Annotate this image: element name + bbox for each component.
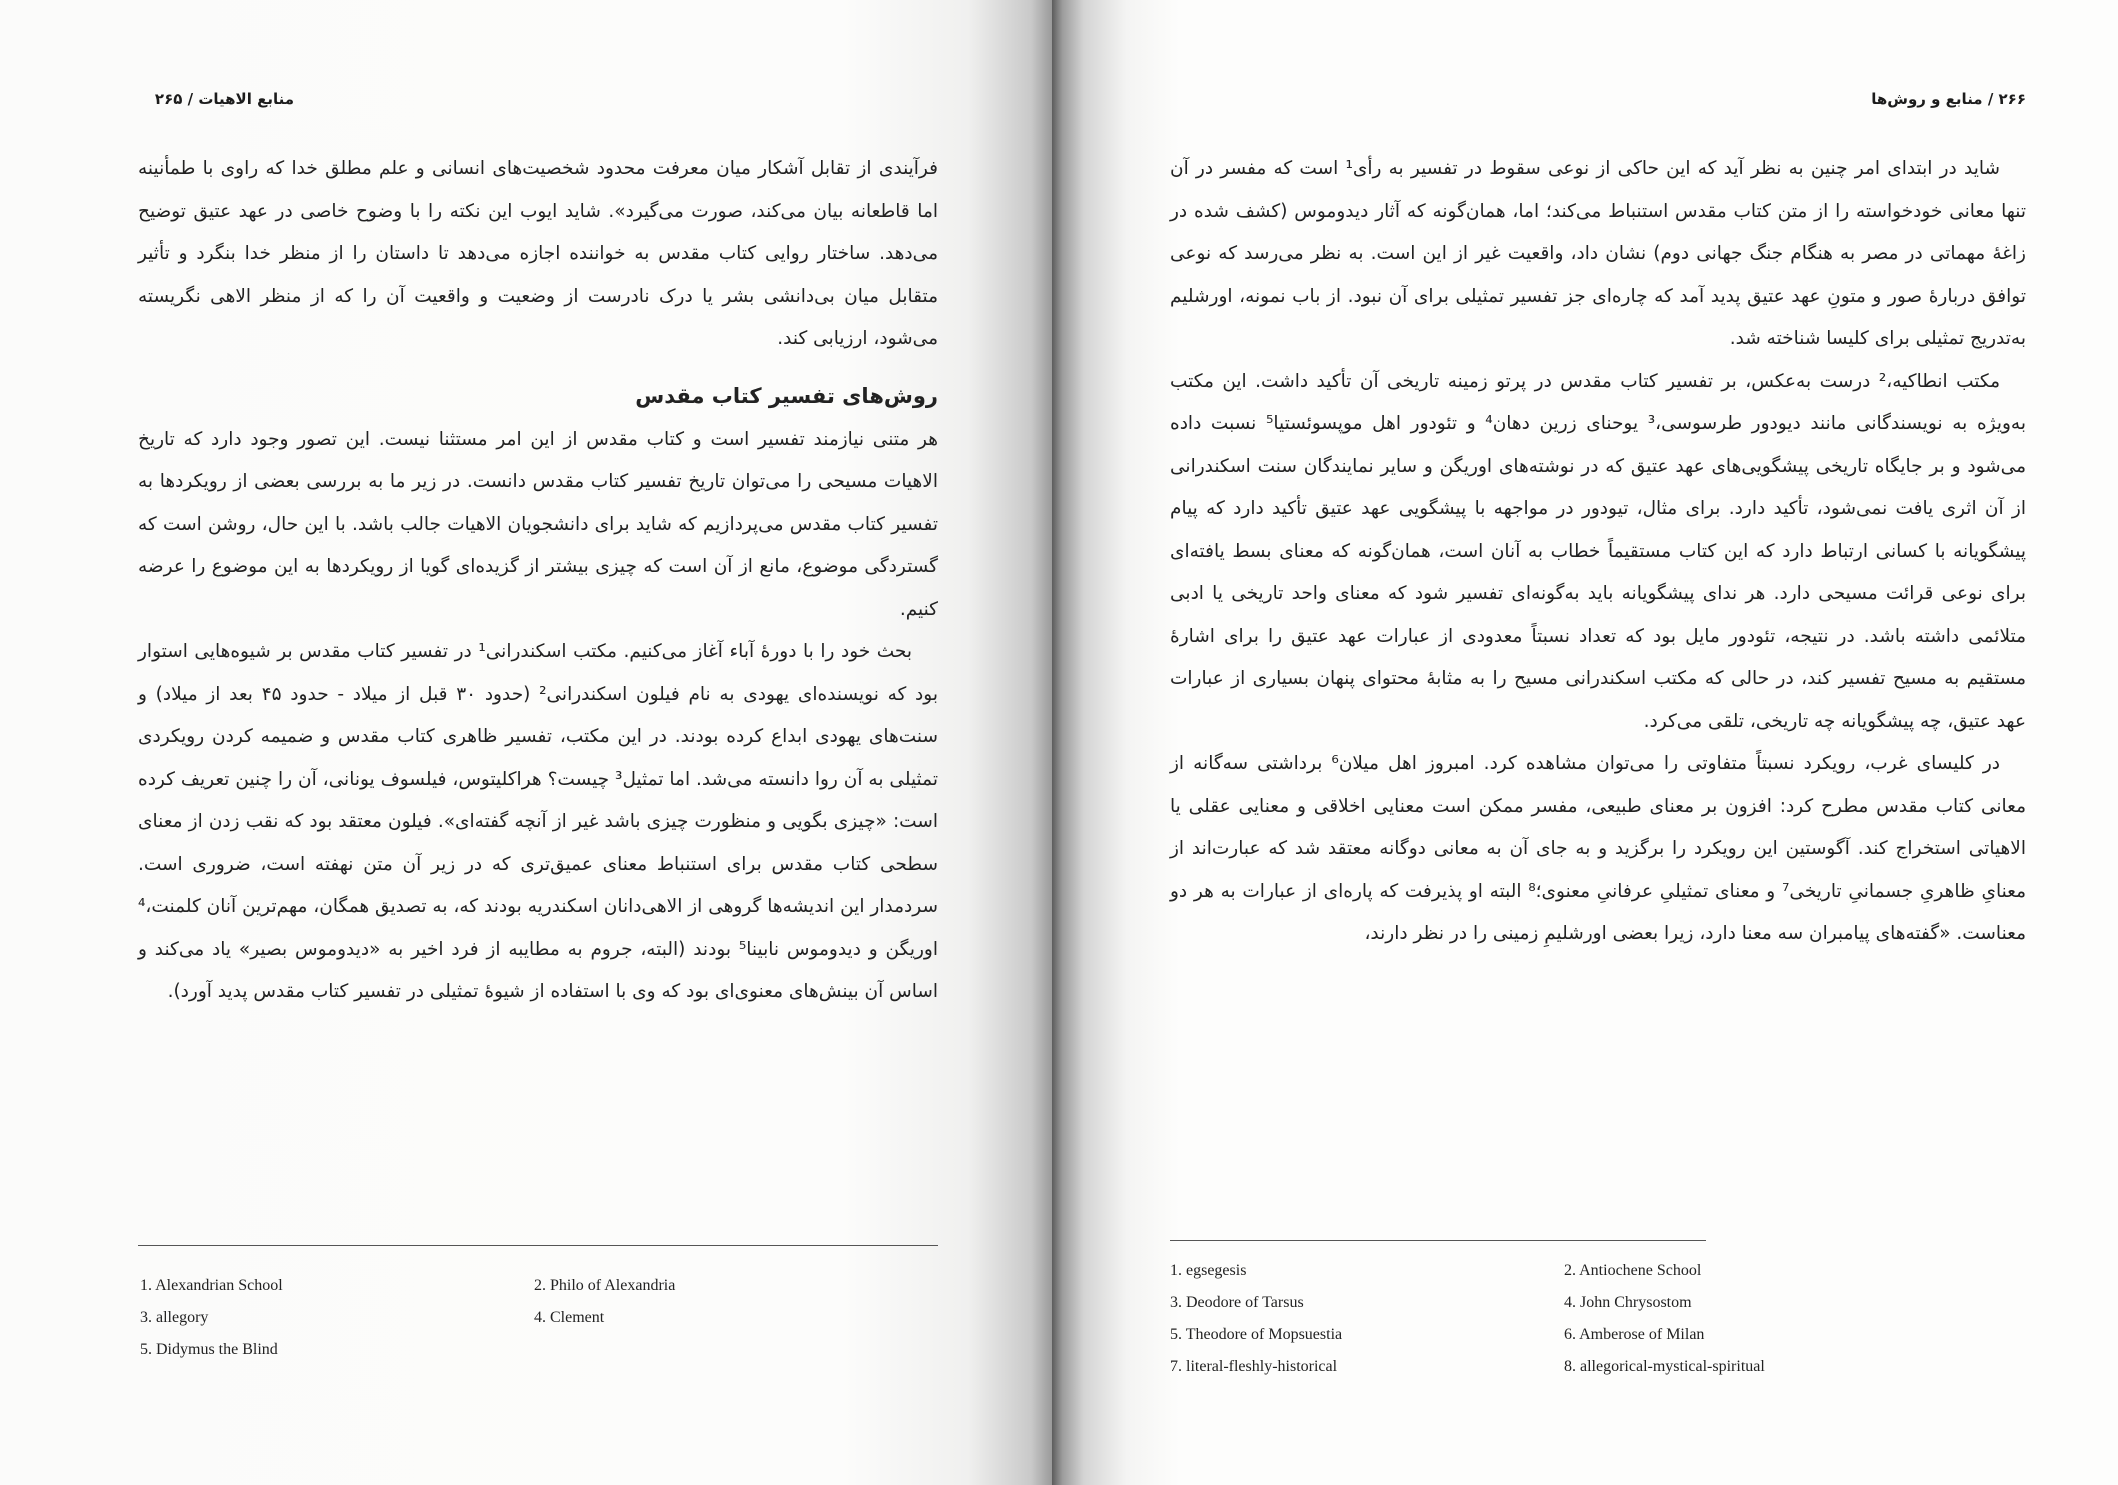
footnote-row: [140, 1302, 675, 1334]
left-page-body: [138, 148, 938, 1014]
footnote-row: [1170, 1287, 1765, 1319]
footnote: 8. allegorical-mystical-spiritual: [1564, 1358, 1765, 1375]
section-heading: روش‌های تفسیر کتاب مقدس: [635, 383, 938, 408]
paragraph: مکتب انطاکیه،² درست به‌عکس، بر تفسیر کتاب مقدس در پرتو زمینه تاریخی آن تأکید داشت. این مکتب به‌ویژه به نویسندگانی مانند دیودور طرسوسی،³ یوحنای زرین دهان⁴ و تئودور اهل موپسوئستیا⁵ نسبت داده می‌شود و بر جایگاه تاریخی پیشگویی‌های عهد عتیق که در نوشته‌های اوریگن و سایر نمایندگان سنت اسکندرانی از آن اثری یافت نمی‌شود، تأکید دارد. برای مثال، تیودور در مواجهه با پیشگویی عهد عتیق تأکید دارد که پیام پیشگویانه با کسانی ارتباط دارد که این کتاب مستقیماً خطاب به آنان است، همان‌گونه که معنای بسط یافته‌ای برای نوعی قرائت مسیحی دارد. هر ندای پیشگویانه باید به‌گونه‌ای تفسیر شود که معنای واحد تاریخی یا ادبی متلائمی داشته باشد. در نتیجه، تئودور مایل بود که تعداد نسبتاً معدودی از عبارات عهد عتیق را برای اشارهٔ مستقیم به مسیح تفسیر کند، در حالی که مکتب اسکندرانی مسیح را به مثابهٔ محتوای پنهان بسیاری از عبارات عهد عتیق، چه پیشگویانه چه تاریخی، تلقی می‌کرد.: [1170, 370, 2026, 732]
right-page-header: ۲۶۶ / منابع و روش‌ها: [1871, 90, 2026, 108]
footnote: 5. Theodore of Mopsuestia: [1170, 1326, 1343, 1343]
left-page-header: منابع الاهیات / ۲۶۵: [154, 90, 294, 108]
footnote-divider: [138, 1245, 938, 1246]
right-footnotes: [1170, 1255, 1765, 1383]
paragraph: در کلیسای غرب، رویکرد نسبتاً متفاوتی را می‌توان مشاهده کرد. امبروز اهل میلان⁶ برداشتی سه‌گانه از معانی کتاب مقدس مطرح کرد: افزون بر معنای طبیعی، مفسر ممکن است معنایی اخلاقی و معنایی عقلی یا الاهیاتی استخراج کند. آگوستین این رویکرد را برگزید و به جای آن به معانی دوگانه معتقد شد که عبارت‌اند از معنایِ ظاهریِ جسمانیِ تاریخی⁷ و معنای تمثیلیِ عرفانیِ معنوی؛⁸ البته او پذیرفت که پاره‌ای از عبارات به هر دو معناست. «گفته‌های پیامبران سه معنا دارد، زیرا بعضی اورشلیمِ زمینی را در نظر دارند،: [1170, 753, 2027, 944]
footnote-row: [1170, 1351, 1765, 1383]
footnote: 3. allegory: [140, 1309, 209, 1326]
paragraph: شاید در ابتدای امر چنین به نظر آید که این حاکی از نوعی سقوط در تفسیر به رأی¹ است که مفسر در آن تنها معانی خودخواسته را از متن کتاب مقدس استنباط می‌کند؛ اما، همان‌گونه که آثار دیدوموس (کشف شده در زاغهٔ مهماتی در مصر به هنگام جنگ جهانی دوم) نشان داد، واقعیت غیر از این است. به نظر می‌رسد که نوعی توافق دربارهٔ صور و متونِ عهد عتیق پدید آمد که چاره‌ای جز تفسیر تمثیلی برای آن نبود. از باب نمونه، اورشلیم به‌تدریج تمثیلی برای کلیسا شناخته شد.: [1170, 158, 2026, 349]
left-footnotes: [140, 1270, 675, 1366]
footnote-row: [140, 1334, 675, 1366]
footnote-divider: [1170, 1240, 1706, 1241]
footnote: 3. Deodore of Tarsus: [1170, 1294, 1304, 1311]
footnote: 6. Amberose of Milan: [1564, 1326, 1705, 1343]
paragraph: فرآیندی از تقابل آشکار میان معرفت محدود شخصیت‌های انسانی و علم مطلق خدا که راوی با طمأنینه اما قاطعانه بیان می‌کند، صورت می‌گیرد». شاید ایوب این نکته را با وضوح خاصی در عهد عتیق توضیح می‌دهد. ساختار روایی کتاب مقدس به خواننده اجازه می‌دهد تا داستان را از منظر خدا بنگرد و تأثیر متقابل میان بی‌دانشی بشر یا درک نادرست از وضعیت و واقعیت آن را که از منظر الاهی نگریسته می‌شود، ارزیابی کند.: [138, 158, 938, 349]
footnote: 5. Didymus the Blind: [140, 1341, 278, 1358]
paragraph: بحث خود را با دورهٔ آباء آغاز می‌کنیم. مکتب اسکندرانی¹ در تفسیر کتاب مقدس بر شیوه‌هایی استوار بود که نویسنده‌ای یهودی به نام فیلون اسکندرانی² (حدود ۳۰ قبل از میلاد - حدود ۴۵ بعد از میلاد) و سنت‌های یهودی ابداع کرده بودند. در این مکتب، تفسیر ظاهری کتاب مقدس و ضمیمه کردن رویکردی تمثیلی به آن روا دانسته می‌شد. اما تمثیل³ چیست؟ هراکلیتوس، فیلسوف یونانی، آن را چنین تعریف کرده است: «چیزی بگویی و منظورت چیزی باشد غیر از آنچه گفته‌ای». فیلون معتقد بود که نقب زدن از معنای سطحی کتاب مقدس برای استنباط معنای عمیق‌تری که در زیر آن متن نهفته است، ضروری است. سردمدار این اندیشه‌ها گروهی از الاهی‌دانان اسکندریه بودند که، به تصدیق همگان، مهم‌ترین آنان کلمنت،⁴ اوریگن و دیدوموس نابینا⁵ بودند (البته، جروم به مطایبه از فرد اخیر به «دیدوموس بصیر» یاد می‌کند و اساس آن بینش‌های معنوی‌ای بود که وی با استفاده از شیوهٔ تمثیلی در تفسیر کتاب مقدس پدید آورد).: [138, 641, 938, 1002]
footnote: 2. Philo of Alexandria: [534, 1277, 676, 1294]
footnote-row: [1170, 1255, 1765, 1287]
footnote-row: [140, 1270, 675, 1302]
footnote-row: [1170, 1319, 1765, 1351]
footnote: 1. Alexandrian School: [140, 1277, 283, 1294]
footnote: 4. John Chrysostom: [1564, 1294, 1692, 1311]
right-page-body: [1170, 148, 2026, 956]
footnote: 2. Antiochene School: [1564, 1262, 1702, 1279]
right-page: [1052, 0, 2118, 1485]
footnote: 1. egsegesis: [1170, 1262, 1247, 1279]
paragraph: هر متنی نیازمند تفسیر است و کتاب مقدس از این امر مستثنا نیست. این تصور وجود دارد که تاریخ الاهیات مسیحی را می‌توان تاریخ تفسیر کتاب مقدس دانست. در زیر ما به بررسی بعضی از رویکردها به تفسیر کتاب مقدس می‌پردازیم که شاید برای دانشجویان الاهیات جالب باشد. با این حال، روشن است که گستردگی موضوع، مانع از آن است که چیزی بیشتر از گزیده‌ای گویا از رویکردها به این موضوع را عرضه کنیم.: [138, 428, 938, 620]
left-page: [0, 0, 1052, 1485]
footnote: 4. Clement: [534, 1309, 605, 1326]
footnote: 7. literal-fleshly-historical: [1170, 1358, 1338, 1375]
